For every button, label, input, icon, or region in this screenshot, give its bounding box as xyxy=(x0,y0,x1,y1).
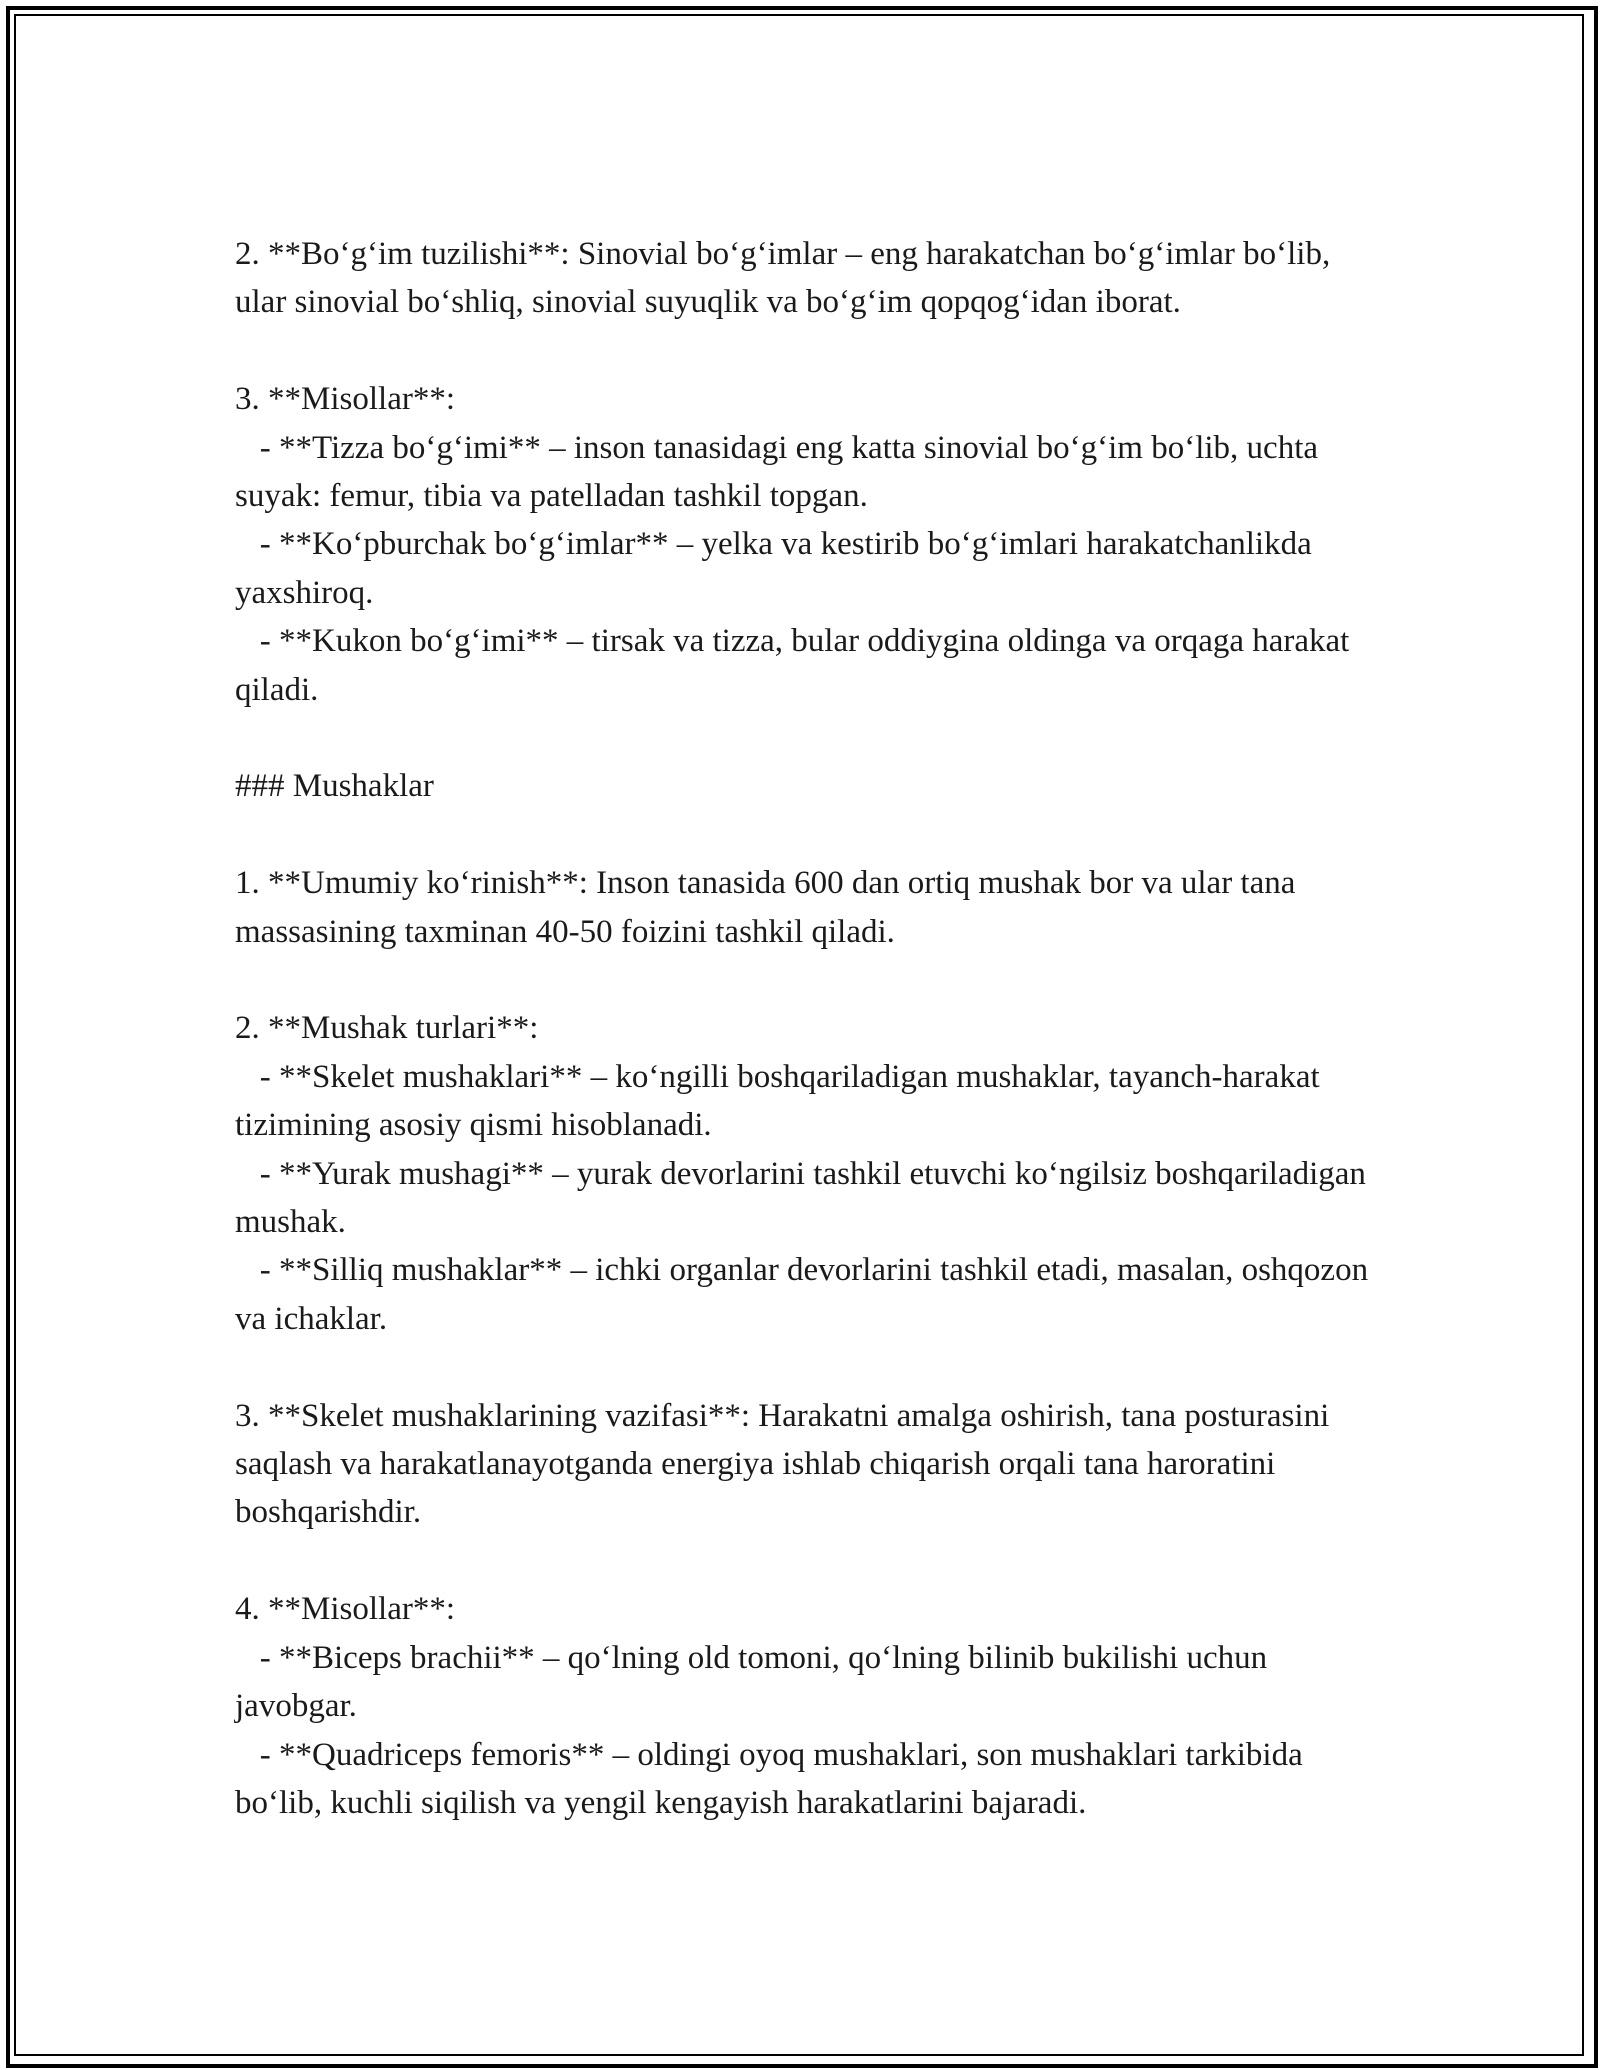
paragraph-muscles-overview: 1. **Umumiy ko‘rinish**: Inson tanasida 600 dan ortiq mushak bor va ular tana massasining taxminan 40-50 foizini tashkil qiladi. xyxy=(235,865,1304,950)
paragraph-joint-examples: 3. **Misollar**: - **Tizza bo‘g‘imi** – inson tanasidagi eng katta sinovial bo‘g‘im bo‘lib, uchta suyak: femur, tibia va patelladan tashkil topgan. - **Ko‘pburchak bo‘g‘imlar** – yelka va kestirib bo‘g‘imlari harakatchanlikda yaxshiroq. - **Kukon bo‘g‘imi** – tirsak va tizza, bular oddiygina oldinga va orqaga harakat qiladi. xyxy=(235,381,1350,708)
paragraph-muscle-types: 2. **Mushak turlari**: - **Skelet mushaklari** – ko‘ngilli boshqariladigan mushaklar, tayanch-harakat tizimining asosiy qismi hisoblanadi. - **Yurak mushagi** – yurak devorlarini tashkil etuvchi ko‘ngilsiz boshqariladigan mushak. - **Silliq mushaklar** – ichki organlar devorlarini tashkil etadi, masalan, oshqozon va ichaklar. xyxy=(235,1010,1369,1337)
section-heading-muscles: ### Mushaklar xyxy=(235,768,434,805)
paragraph-muscle-examples: 4. **Misollar**: - **Biceps brachii** – qo‘lning old tomoni, qo‘lning bilinib bukilishi uchun javobgar. - **Quadriceps femoris** – oldingi oyoq mushaklari, son mushaklari tarkibida bo‘lib, kuchli siqilish va yengil kengayish harakatlarini bajaradi. xyxy=(235,1591,1303,1821)
document-body xyxy=(235,230,1375,1827)
paragraph-skeletal-muscle-function: 3. **Skelet mushaklarining vazifasi**: Harakatni amalga oshirish, tana posturasini saqlash va harakatlanayotganda energiya ishlab chiqarish orqali tana haroratini boshqarishdir. xyxy=(235,1397,1338,1531)
paragraph-joint-structure: 2. **Bo‘g‘im tuzilishi**: Sinovial bo‘g‘imlar – eng harakatchan bo‘g‘imlar bo‘lib, ular sinovial bo‘shliq, sinovial suyuqlik va bo‘g‘im qopqog‘idan iborat. xyxy=(235,236,1339,321)
